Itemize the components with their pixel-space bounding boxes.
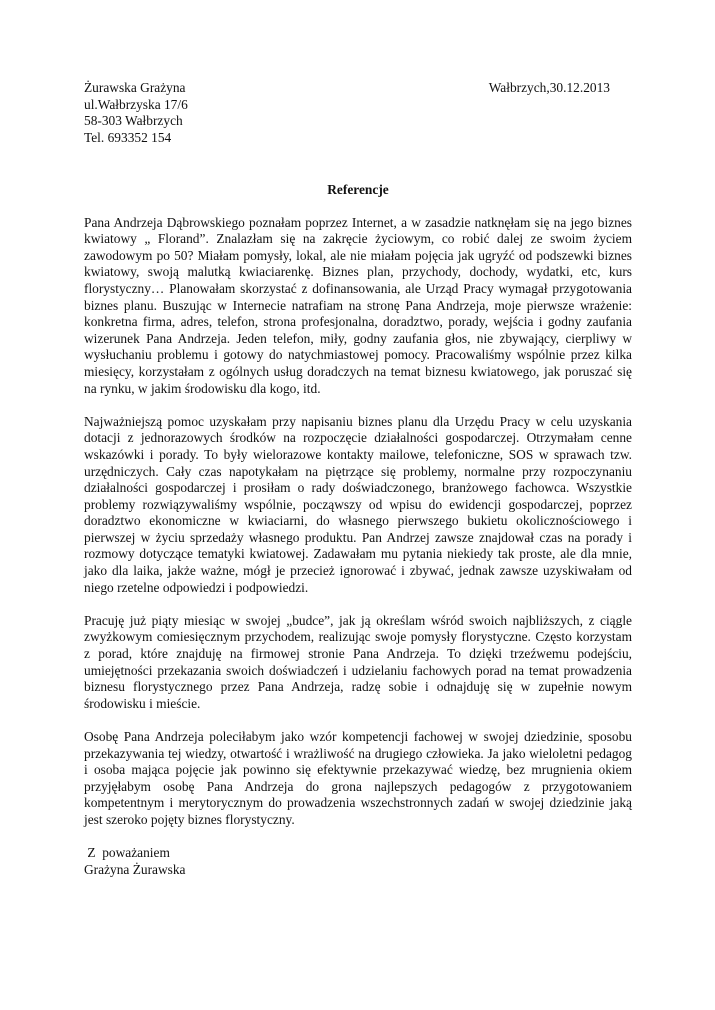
- sender-phone: Tel. 693352 154: [84, 129, 172, 145]
- sender-city: 58-303 Wałbrzych: [84, 113, 183, 129]
- closing-salutation: Z poważaniem: [84, 845, 170, 861]
- letter-closing: [84, 845, 632, 878]
- body-paragraph-1: Pana Andrzeja Dąbrowskiego poznałam poprzez Internet, a w zasadzie natknęłam się na jego biznes kwiatowy „ Florand”. Znalazłam się na zakręcie życiowym, co robić dalej ze swoim życiem zawodowym po 50? Miałam pomysły, lokal, ale nie miałam pojęcia jak ugryźć od podszewki biznes kwiatowy, swoją malutką kwiaciarenkę. Biznes plan, przychody, dochody, wydatki, etc, kurs florystyczny… Planowałam skorzystać z dofinansowania, ale Urząd Pracy wymagał przygotowania biznes planu. Buszując w Internecie natrafiam na stronę Pana Andrzeja, moje pierwsze wrażenie: konkretna firma, adres, telefon, strona profesjonalna, doradztwo, porady, wejścia i godny zaufania wizerunek Pana Andrzeja. Jeden telefon, miły, godny zaufania głos, nie zbywający, cierpliwy w wysłuchaniu problemu i gotowy do natychmiastowej pomocy. Pracowaliśmy wspólnie przez kilka miesięcy, korzystałam z ogólnych usług doradczych na temat biznesu kwiatowego, jak poruszać się na rynku, w jakim środowisku dla kogo, itd.: [84, 214, 632, 396]
- place-date: Wałbrzych,30.12.2013: [488, 80, 610, 95]
- sender-street: ul.Wałbrzyska 17/6: [84, 96, 188, 112]
- letter-title: Referencje: [327, 182, 389, 197]
- body-paragraph-2: Najważniejszą pomoc uzyskałam przy napisaniu biznes planu dla Urzędu Pracy w celu uzyskania dotacji z jednorazowych środków na rozpoczęcie działalności gospodarczej. Otrzymałam cenne wskazówki i porady. To były wielorazowe kontakty mailowe, telefoniczne, SOS w sprawach tzw. urzędniczych. Cały czas napotykałam na piętrzące się problemy, normalne przy rozpoczynaniu działalności gospodarczej i prosiłam o rady doświadczonego, branżowego fachowca. Wszystkie problemy rozwiązywaliśmy wspólnie, począwszy od wpisu do ewidencji gospodarczej, poprzez doradztwo ekonomiczne w kwiaciarni, do własnego pierwszego bukietu okolicznościowego i pierwszej w życiu sprzedaży własnego produktu. Pan Andrzej zawsze znajdował czas na porady i rozmowy dotyczące tematyki kwiatowej. Zadawałam mu pytania niekiedy tak proste, ale dla mnie, jako dla laika, jakże ważne, mógł je przecież ignorować i zbywać, jednak zawsze uzyskiwałam od niego rzetelne odpowiedzi i podpowiedzi.: [84, 413, 632, 595]
- body-paragraph-4: Osobę Pana Andrzeja poleciłabym jako wzór kompetencji fachowej w swojej dziedzinie, sposobu przekazywania tej wiedzy, otwartość i wrażliwość na drugiego człowieka. Ja jako wieloletni pedagog i osoba mająca pojęcie jak powinno się efektywnie przekazywać wiedzę, bez mrugnienia okiem przyjęłabym osobę Pana Andrzeja do grona najlepszych pedagogów z przygotowaniem kompetentnym i merytorycznym do prowadzenia wszechstronnych zadań w swojej dziedzinie jaką jest szeroko pojęty biznes florystyczny.: [84, 729, 632, 827]
- body-paragraph-3: Pracuję już piąty miesiąc w swojej „budce”, jak ją określam wśród swoich najbliższych, z ciągle zwyżkowym comiesięcznym przychodem, realizując swoje pomysły florystyczne. Często korzystam z porad, które znajduję na firmowej stronie Pana Andrzeja. To dzięki trzeźwemu podejściu, umiejętności przekazania swoich doświadczeń i udzielaniu fachowych porad na temat prowadzenia biznesu florystycznego przez Pana Andrzeja, radzę sobie i odnajduję się w zupełnie nowym środowisku i mieście.: [84, 612, 632, 711]
- letter-page: [84, 80, 632, 878]
- closing-signature: Grażyna Żurawska: [84, 861, 186, 877]
- letter-header: [84, 80, 632, 148]
- sender-name: Żurawska Grażyna: [84, 80, 186, 95]
